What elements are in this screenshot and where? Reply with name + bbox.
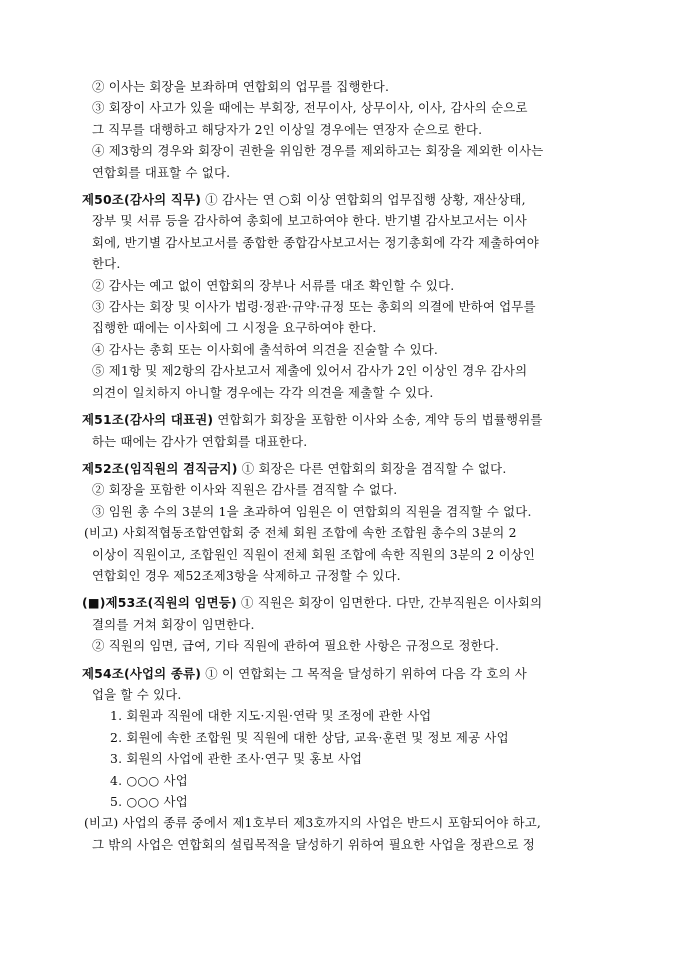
article-54-note-line1: (비고) 사업의 종류 중에서 제1호부터 제3호까지의 사업은 반드시 포함되어야 하고,	[84, 815, 542, 831]
article-51-heading: 제51조(감사의 대표권)	[82, 412, 214, 428]
article-53-line2: 결의를 거쳐 회장이 임면한다.	[92, 616, 255, 632]
article-54-note-line2: 그 밖의 사업은 연합회의 설립목적을 달성하기 위하여 필요한 사업을 정관으로 정	[92, 836, 535, 852]
article-50-paragraph-3-line2: 집행한 때에는 이사회에 그 시정을 요구하여야 한다.	[92, 320, 377, 336]
paragraph-4-line1: ④ 제3항의 경우와 회장이 권한을 위임한 경우를 제외하고는 회장을 제외한 이사는	[92, 143, 544, 159]
article-52-line1	[80, 458, 620, 479]
article-54-text: ① 이 연합회는 그 목적을 달성하기 위하여 다음 각 호의 사	[201, 665, 527, 681]
article-50-paragraph-4: ④ 감사는 총회 또는 이사회에 출석하여 의견을 진술할 수 있다.	[92, 341, 439, 357]
article-51-line2: 하는 때에는 감사가 연합회를 대표한다.	[92, 433, 308, 449]
article-50-paragraph-5-line1: ⑤ 제1항 및 제2항의 감사보고서 제출에 있어서 감사가 2인 이상인 경우 감사의	[92, 363, 528, 379]
article-50-paragraph-3-line1: ③ 감사는 회장 및 이사가 법령·정관·규약·규정 또는 총회의 의결에 반하여 업무를	[92, 299, 536, 315]
article-50-paragraph-2: ② 감사는 예고 없이 연합회의 장부나 서류를 대조 확인할 수 있다.	[92, 277, 455, 293]
article-52-note-line3: 연합회인 경우 제52조제3항을 삭제하고 규정할 수 있다.	[92, 567, 401, 583]
article-54-line2: 업을 할 수 있다.	[92, 686, 182, 702]
article-52-heading: 제52조(임직원의 겸직금지)	[82, 460, 238, 476]
list-item: 4. ○○○ 사업	[110, 772, 188, 788]
article-50-line1	[80, 189, 620, 210]
article-54-line1	[80, 663, 620, 684]
paragraph-3-line2: 그 직무를 대행하고 해당자가 2인 이상일 경우에는 연장자 순으로 한다.	[92, 121, 483, 137]
paragraph-3-line1: ③ 회장이 사고가 있을 때에는 부회장, 전무이사, 상무이사, 이사, 감사의 순으로	[92, 100, 528, 116]
article-52-paragraph-3: ③ 임원 총 수의 3분의 1을 초과하여 임원은 이 연합회의 직원을 겸직할 수 없다.	[92, 503, 532, 519]
article-53-line1	[80, 592, 620, 613]
article-50-line2: 장부 및 서류 등을 감사하여 총회에 보고하여야 한다. 반기별 감사보고서는 이사	[92, 213, 527, 229]
article-53-heading: (■)제53조(직원의 임면등)	[82, 595, 237, 611]
list-item: 2. 회원에 속한 조합원 및 직원에 대한 상담, 교육·훈련 및 정보 제공 사업	[110, 729, 509, 745]
article-50-heading: 제50조(감사의 직무)	[82, 192, 202, 208]
paragraph-4-line2: 연합회를 대표할 수 없다.	[92, 164, 231, 180]
article-52-note-line2: 이상이 직원이고, 조합원인 직원이 전체 회원 조합에 속한 직원의 3분의 2 이상인	[92, 546, 536, 562]
list-item: 3. 회원의 사업에 관한 조사·연구 및 홍보 사업	[110, 751, 363, 767]
article-52-paragraph-2: ② 회장을 포함한 이사와 직원은 감사를 겸직할 수 없다.	[92, 482, 398, 498]
article-50-paragraph-5-line2: 의견이 일치하지 아니할 경우에는 각각 의견을 제출할 수 있다.	[92, 384, 434, 400]
article-50-text: ① 감사는 연 ○회 이상 연합회의 업무집행 상황, 재산상태,	[201, 192, 526, 208]
article-50-line3: 회에, 반기별 감사보고서를 종합한 종합감사보고서는 정기총회에 각각 제출하여야	[92, 234, 539, 250]
article-50-line4: 한다.	[92, 256, 121, 272]
article-52-text: ① 회장은 다른 연합회의 회장을 겸직할 수 없다.	[237, 460, 507, 476]
article-53-paragraph-2: ② 직원의 임면, 급여, 기타 직원에 관하여 필요한 사항은 규정으로 정한다.	[92, 638, 500, 654]
article-53-text: ① 직원은 회장이 임면한다. 다만, 간부직원은 이사회의	[236, 595, 543, 611]
list-item: 5. ○○○ 사업	[110, 794, 188, 809]
article-54-heading: 제54조(사업의 종류)	[82, 665, 202, 681]
paragraph-2: ② 이사는 회장을 보좌하며 연합회의 업무를 집행한다.	[92, 79, 390, 94]
article-52-note-line1: (비고) 사회적협동조합연합회 중 전체 회원 조합에 속한 조합원 총수의 3분의 2	[84, 525, 517, 541]
article-51-line1	[80, 409, 620, 430]
article-51-text: 연합회가 회장을 포함한 이사와 소송, 계약 등의 법률행위를	[213, 412, 543, 428]
list-item: 1. 회원과 직원에 대한 지도·지원·연락 및 조정에 관한 사업	[110, 708, 432, 724]
